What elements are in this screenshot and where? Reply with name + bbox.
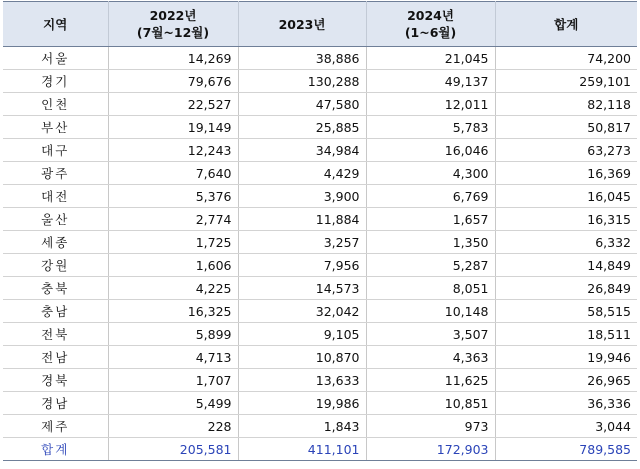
- value-2023-cell: 14,573: [238, 277, 366, 300]
- value-2023-cell: 9,105: [238, 323, 366, 346]
- value-2022-cell: 22,527: [108, 93, 238, 116]
- value-2023-cell: 4,429: [238, 162, 366, 185]
- value-2022-cell: 14,269: [108, 47, 238, 70]
- header-2022-period: (7월~12월): [136, 25, 210, 40]
- region-cell: 부산: [3, 116, 108, 139]
- value-2022-cell: 5,499: [108, 392, 238, 415]
- value-2022-cell: 1,707: [108, 369, 238, 392]
- value-2022-cell: 5,899: [108, 323, 238, 346]
- value-2024-cell: 5,783: [366, 116, 495, 139]
- region-cell: 경북: [3, 369, 108, 392]
- table-row: [3, 254, 637, 277]
- value-2024-cell: 21,045: [366, 47, 495, 70]
- total-cell: 82,118: [495, 93, 637, 116]
- region-cell: 대구: [3, 139, 108, 162]
- region-cell: 광주: [3, 162, 108, 185]
- region-cell: 울산: [3, 208, 108, 231]
- value-2024-cell: 4,363: [366, 346, 495, 369]
- total-cell: 36,336: [495, 392, 637, 415]
- region-cell: 경기: [3, 70, 108, 93]
- value-2023-cell: 32,042: [238, 300, 366, 323]
- value-2024-cell: 4,300: [366, 162, 495, 185]
- value-2024-cell: 1,657: [366, 208, 495, 231]
- table-row: [3, 277, 637, 300]
- table-row: [3, 300, 637, 323]
- header-total: 합계: [495, 2, 637, 47]
- region-cell: 서울: [3, 47, 108, 70]
- value-2024-cell: 973: [366, 415, 495, 438]
- header-2023: 2023년: [238, 2, 366, 47]
- value-2023-cell: 10,870: [238, 346, 366, 369]
- value-2024-cell: 6,769: [366, 185, 495, 208]
- header-row: [3, 2, 637, 47]
- total-row-value-2023-cell: 411,101: [238, 438, 366, 461]
- value-2024-cell: 10,851: [366, 392, 495, 415]
- region-cell: 강원: [3, 254, 108, 277]
- total-cell: 26,849: [495, 277, 637, 300]
- header-2022: [108, 2, 238, 47]
- value-2023-cell: 3,257: [238, 231, 366, 254]
- value-2022-cell: 4,225: [108, 277, 238, 300]
- region-cell: 전북: [3, 323, 108, 346]
- region-cell: 충북: [3, 277, 108, 300]
- value-2023-cell: 13,633: [238, 369, 366, 392]
- total-row: [3, 438, 637, 461]
- value-2022-cell: 16,325: [108, 300, 238, 323]
- value-2024-cell: 3,507: [366, 323, 495, 346]
- table-row: [3, 231, 637, 254]
- total-row-region-cell: 합계: [3, 438, 108, 461]
- total-row-value-2024-cell: 172,903: [366, 438, 495, 461]
- value-2023-cell: 47,580: [238, 93, 366, 116]
- table-row: [3, 346, 637, 369]
- total-cell: 18,511: [495, 323, 637, 346]
- table-row: [3, 162, 637, 185]
- value-2022-cell: 1,725: [108, 231, 238, 254]
- value-2024-cell: 1,350: [366, 231, 495, 254]
- region-cell: 인천: [3, 93, 108, 116]
- table-row: [3, 116, 637, 139]
- table-row: [3, 415, 637, 438]
- total-cell: 16,369: [495, 162, 637, 185]
- table-body: [3, 47, 637, 461]
- total-cell: 74,200: [495, 47, 637, 70]
- region-cell: 전남: [3, 346, 108, 369]
- total-row-total-cell: 789,585: [495, 438, 637, 461]
- total-cell: 259,101: [495, 70, 637, 93]
- value-2023-cell: 7,956: [238, 254, 366, 277]
- value-2022-cell: 1,606: [108, 254, 238, 277]
- value-2023-cell: 38,886: [238, 47, 366, 70]
- header-2022-year: 2022년: [149, 8, 197, 23]
- value-2024-cell: 12,011: [366, 93, 495, 116]
- total-cell: 6,332: [495, 231, 637, 254]
- value-2022-cell: 5,376: [108, 185, 238, 208]
- total-cell: 26,965: [495, 369, 637, 392]
- total-cell: 16,315: [495, 208, 637, 231]
- value-2022-cell: 7,640: [108, 162, 238, 185]
- value-2023-cell: 25,885: [238, 116, 366, 139]
- value-2023-cell: 130,288: [238, 70, 366, 93]
- header-2024-period: (1~6월): [404, 25, 457, 40]
- total-cell: 58,515: [495, 300, 637, 323]
- value-2022-cell: 79,676: [108, 70, 238, 93]
- regional-statistics-table: [3, 1, 637, 461]
- value-2022-cell: 4,713: [108, 346, 238, 369]
- value-2024-cell: 10,148: [366, 300, 495, 323]
- header-region: 지역: [3, 2, 108, 47]
- table-row: [3, 208, 637, 231]
- value-2022-cell: 2,774: [108, 208, 238, 231]
- table-row: [3, 93, 637, 116]
- table-row: [3, 47, 637, 70]
- header-2024: [366, 2, 495, 47]
- value-2023-cell: 34,984: [238, 139, 366, 162]
- value-2024-cell: 5,287: [366, 254, 495, 277]
- value-2022-cell: 19,149: [108, 116, 238, 139]
- value-2024-cell: 49,137: [366, 70, 495, 93]
- table-header: [3, 2, 637, 47]
- table-row: [3, 185, 637, 208]
- value-2023-cell: 19,986: [238, 392, 366, 415]
- region-cell: 대전: [3, 185, 108, 208]
- total-cell: 14,849: [495, 254, 637, 277]
- value-2022-cell: 228: [108, 415, 238, 438]
- value-2024-cell: 16,046: [366, 139, 495, 162]
- value-2024-cell: 8,051: [366, 277, 495, 300]
- total-cell: 3,044: [495, 415, 637, 438]
- total-row-value-2022-cell: 205,581: [108, 438, 238, 461]
- table-row: [3, 323, 637, 346]
- table-row: [3, 70, 637, 93]
- total-cell: 19,946: [495, 346, 637, 369]
- header-2024-year: 2024년: [407, 8, 454, 23]
- total-cell: 16,045: [495, 185, 637, 208]
- value-2022-cell: 12,243: [108, 139, 238, 162]
- table-row: [3, 139, 637, 162]
- table-row: [3, 392, 637, 415]
- value-2023-cell: 3,900: [238, 185, 366, 208]
- value-2023-cell: 11,884: [238, 208, 366, 231]
- region-cell: 충남: [3, 300, 108, 323]
- table-row: [3, 369, 637, 392]
- total-cell: 50,817: [495, 116, 637, 139]
- value-2023-cell: 1,843: [238, 415, 366, 438]
- total-cell: 63,273: [495, 139, 637, 162]
- region-cell: 제주: [3, 415, 108, 438]
- value-2024-cell: 11,625: [366, 369, 495, 392]
- region-cell: 세종: [3, 231, 108, 254]
- region-cell: 경남: [3, 392, 108, 415]
